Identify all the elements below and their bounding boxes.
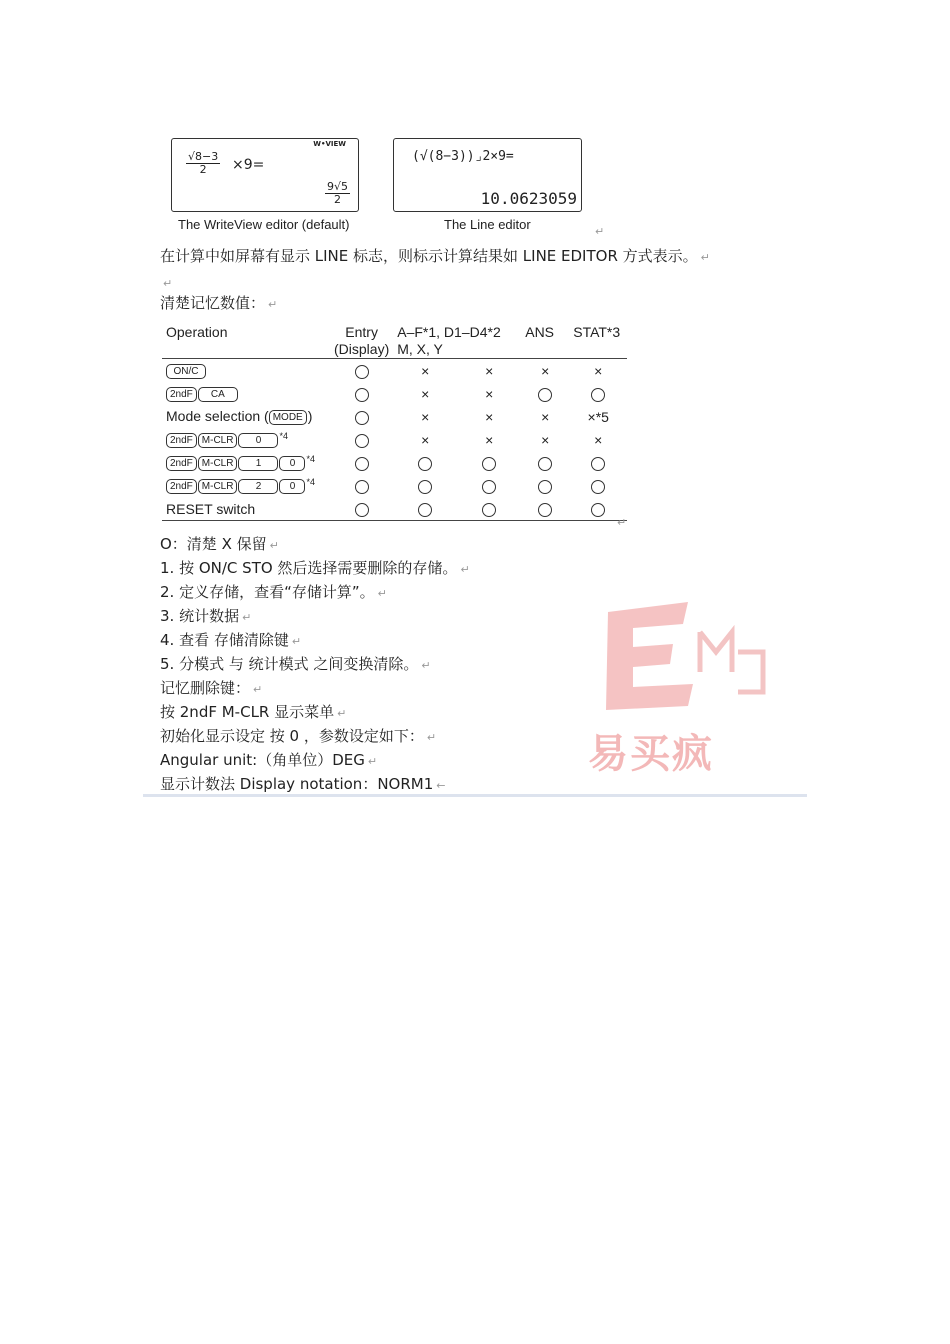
writeview-denominator: 2 bbox=[199, 163, 207, 176]
op-cell bbox=[162, 382, 330, 405]
memory-clear-table bbox=[162, 324, 627, 521]
clear-memory-heading: 清楚记忆数值： ↵ bbox=[160, 294, 278, 312]
stat-cell: × bbox=[594, 431, 603, 448]
header-ans: ANS bbox=[525, 324, 555, 340]
entry-cell bbox=[330, 497, 393, 521]
af-cell bbox=[393, 474, 457, 497]
entry-cell bbox=[330, 451, 393, 474]
table-row bbox=[162, 382, 627, 405]
clear-circle bbox=[482, 457, 496, 471]
writeview-result-denominator: 2 bbox=[333, 193, 341, 206]
list-item: 1. 按 ON/C STO 然后选择需要删除的存储。 ↵ bbox=[160, 559, 470, 577]
clear-circle bbox=[591, 388, 605, 402]
memory-delete-heading: 记忆删除键： ↵ bbox=[160, 679, 263, 697]
writeview-caption: The WriteView editor (default) bbox=[178, 217, 350, 232]
op-cell: 2ndF M-CLR 0 $^{*4}$ bbox=[162, 428, 330, 451]
init-line: 初始化显示设定 按 0 ，参数设定如下： ↵ bbox=[160, 727, 437, 745]
af-cell: × bbox=[421, 408, 430, 425]
entry-cell bbox=[330, 474, 393, 497]
header-stat: STAT*3 bbox=[573, 324, 621, 340]
watermark-logo bbox=[588, 592, 768, 782]
op-cell bbox=[162, 359, 330, 383]
line-expression: (√(8−3))⌟2×9= bbox=[412, 149, 514, 164]
stat-cell: ×*5 bbox=[587, 408, 609, 425]
af-cell bbox=[393, 451, 457, 474]
entry-cell bbox=[330, 359, 393, 383]
clear-circle bbox=[418, 480, 432, 494]
clear-circle bbox=[538, 457, 552, 471]
table-row bbox=[162, 359, 627, 383]
entry-cell bbox=[330, 382, 393, 405]
ans-cell bbox=[521, 451, 569, 474]
table-row bbox=[162, 451, 627, 474]
2ndf-key: 2ndF bbox=[166, 433, 197, 448]
clear-circle bbox=[355, 434, 369, 448]
d-cell bbox=[457, 474, 521, 497]
onc-key: ON/C bbox=[166, 364, 206, 379]
af-cell bbox=[393, 497, 457, 521]
entry-cell bbox=[330, 428, 393, 451]
op-cell: RESET switch bbox=[166, 500, 256, 517]
legend-line: O：清楚 X 保留 ↵ bbox=[160, 535, 279, 553]
stat-cell bbox=[569, 451, 627, 474]
writeview-result-fraction bbox=[325, 181, 350, 206]
table-row bbox=[162, 405, 627, 428]
d-cell: × bbox=[485, 408, 494, 425]
ans-cell bbox=[521, 382, 569, 405]
list-item: 3. 统计数据 ↵ bbox=[160, 607, 252, 625]
clear-circle bbox=[482, 480, 496, 494]
clear-circle bbox=[591, 480, 605, 494]
two-key: 2 bbox=[238, 479, 278, 494]
writeview-numerator: √8−3 bbox=[188, 150, 219, 163]
ca-key: CA bbox=[198, 387, 238, 402]
zero-key: 0 bbox=[279, 456, 305, 471]
entry-cell bbox=[330, 405, 393, 428]
clear-circle bbox=[355, 503, 369, 517]
mclr-key: M-CLR bbox=[198, 456, 238, 471]
table-row bbox=[162, 497, 627, 521]
header-operation: Operation bbox=[166, 324, 228, 340]
list-item: 2. 定义存储，查看“存储计算”。 ↵ bbox=[160, 583, 387, 601]
writeview-result-numerator: 9√5 bbox=[326, 180, 348, 193]
clear-circle bbox=[538, 388, 552, 402]
ans-cell bbox=[521, 497, 569, 521]
watermark-text: 易买疯 bbox=[588, 731, 714, 777]
zero-key: 0 bbox=[279, 479, 305, 494]
ans-cell: × bbox=[541, 431, 550, 448]
d-cell: × bbox=[485, 362, 494, 379]
mode-key: MODE bbox=[269, 410, 307, 425]
clear-circle bbox=[418, 503, 432, 517]
d-cell: × bbox=[485, 385, 494, 402]
header-af: A–F*1, D1–D4*2 M, X, Y bbox=[397, 324, 501, 357]
op-cell: 2ndF M-CLR 2 0 $^{*4}$ bbox=[162, 474, 330, 497]
af-cell: × bbox=[421, 362, 430, 379]
watermark-e-icon bbox=[588, 592, 768, 722]
clear-circle bbox=[355, 480, 369, 494]
op-cell: Mode selection ( MODE ) bbox=[166, 408, 313, 425]
zero-key: 0 bbox=[238, 433, 278, 448]
clear-circle bbox=[482, 503, 496, 517]
d-cell bbox=[457, 451, 521, 474]
stat-cell: × bbox=[594, 362, 603, 379]
clear-circle bbox=[591, 503, 605, 517]
mclr-key: M-CLR bbox=[198, 433, 238, 448]
d-cell bbox=[457, 497, 521, 521]
table-row bbox=[162, 428, 627, 451]
writeview-rest: ×9= bbox=[232, 157, 265, 173]
press-line: 按 2ndF M-CLR 显示菜单 ↵ bbox=[160, 703, 347, 721]
ans-cell: × bbox=[541, 408, 550, 425]
clear-circle bbox=[355, 457, 369, 471]
2ndf-key: 2ndF bbox=[166, 456, 197, 471]
line-result: 10.0623059 bbox=[480, 189, 577, 208]
2ndf-key: 2ndF bbox=[166, 387, 197, 402]
header-entry: Entry (Display) bbox=[334, 324, 390, 357]
one-key: 1 bbox=[238, 456, 278, 471]
stat-cell bbox=[569, 474, 627, 497]
ans-cell: × bbox=[541, 362, 550, 379]
clear-circle bbox=[355, 411, 369, 425]
bottom-divider bbox=[143, 794, 807, 797]
writeview-tag: W•VIEW bbox=[313, 140, 346, 148]
ans-cell bbox=[521, 474, 569, 497]
d-cell: × bbox=[485, 431, 494, 448]
writeview-expression-fraction bbox=[186, 151, 220, 176]
clear-circle bbox=[355, 388, 369, 402]
op-cell: 2ndF M-CLR 1 0 $^{*4}$ bbox=[162, 451, 330, 474]
line-lcd bbox=[393, 138, 582, 212]
af-cell: × bbox=[421, 431, 430, 448]
clear-circle bbox=[418, 457, 432, 471]
angular-line: Angular unit:（角单位）DEG ↵ bbox=[160, 751, 378, 769]
clear-circle bbox=[538, 480, 552, 494]
clear-circle bbox=[591, 457, 605, 471]
blank-line: ↵ bbox=[163, 277, 173, 290]
line-editor-paragraph: 在计算中如屏幕有显示 LINE 标志，则标示计算结果如 LINE EDITOR 方式表示。 ↵ bbox=[160, 247, 710, 265]
list-item: 5. 分模式 与 统计模式 之间变换清除。 ↵ bbox=[160, 655, 431, 673]
line-caption: The Line editor bbox=[444, 217, 531, 232]
return-mark: ↵ bbox=[617, 516, 627, 529]
clear-circle bbox=[538, 503, 552, 517]
return-mark: ↵ bbox=[595, 225, 605, 238]
notation-line: 显示计数法 Display notation：NORM1 ← bbox=[160, 775, 446, 793]
af-cell: × bbox=[421, 385, 430, 402]
2ndf-key: 2ndF bbox=[166, 479, 197, 494]
clear-circle bbox=[355, 365, 369, 379]
stat-cell bbox=[569, 382, 627, 405]
list-item: 4. 查看 存储清除键 ↵ bbox=[160, 631, 302, 649]
writeview-lcd bbox=[171, 138, 359, 212]
table-row bbox=[162, 474, 627, 497]
mclr-key: M-CLR bbox=[198, 479, 238, 494]
